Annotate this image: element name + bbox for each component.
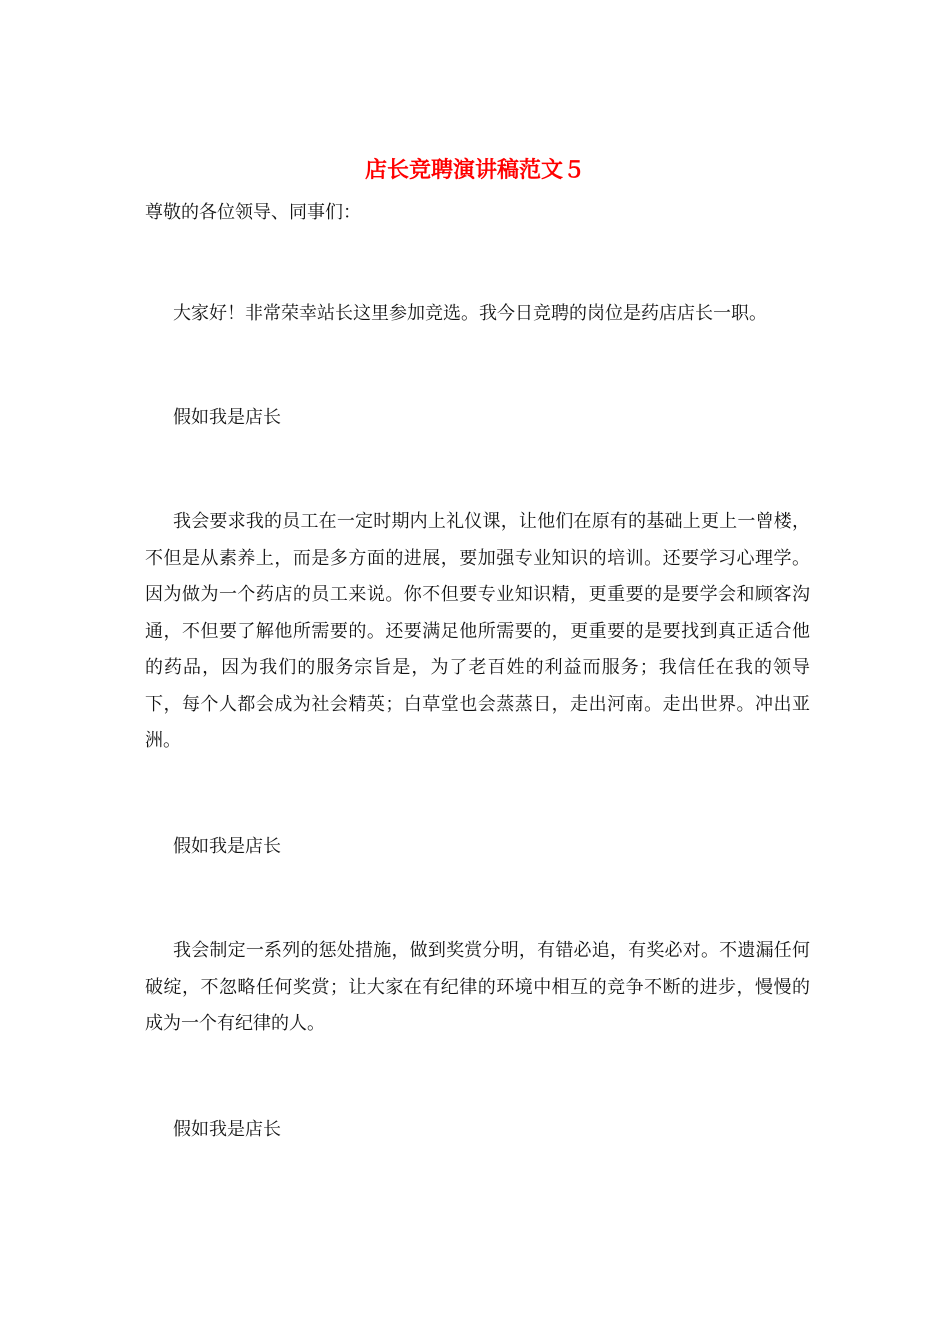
body-paragraph-1: 我会要求我的员工在一定时期内上礼仪课，让他们在原有的基础上更上一曾楼，不但是从素养上，而是多方面的进展，要加强专业知识的培训。还要学习心理学。因为做为一个药店的员工来说。你不但要专业知识精，更重要的是要学会和顾客沟通，不但要了解他所需要的。还要满足他所需要的，更重要的是要找到真正适合他的药品，因为我们的服务宗旨是，为了老百姓的利益而服务；我信任在我的领导下，每个人都会成为社会精英；白草堂也会蒸蒸日，走出河南。走出世界。冲出亚洲。 bbox=[145, 511, 810, 751]
section-heading-3: 假如我是店长 bbox=[173, 1119, 281, 1140]
greeting-paragraph: 尊敬的各位领导、同事们： bbox=[145, 202, 361, 223]
document-title: 店长竞聘演讲稿范文５ bbox=[364, 157, 585, 183]
intro-paragraph: 大家好！非常荣幸站长这里参加竞选。我今日竞聘的岗位是药店店长一职。 bbox=[173, 303, 767, 324]
section-heading-1: 假如我是店长 bbox=[173, 407, 281, 428]
section-heading-2: 假如我是店长 bbox=[173, 836, 281, 857]
body-paragraph-2: 我会制定一系列的惩处措施，做到奖赏分明，有错必追，有奖必对。不遗漏任何破绽，不忽略任何奖赏；让大家在有纪律的环境中相互的竞争不断的进步，慢慢的成为一个有纪律的人。 bbox=[145, 940, 810, 1034]
